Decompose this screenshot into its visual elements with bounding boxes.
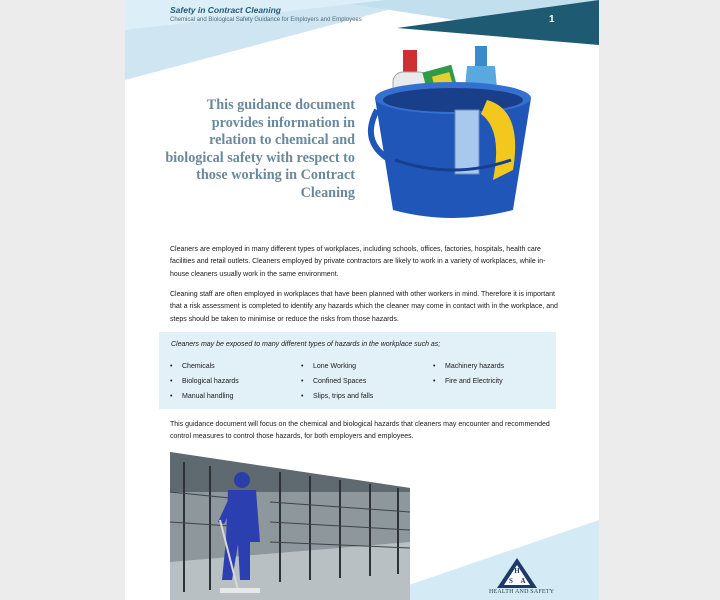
hazard-label: Biological hazards: [182, 378, 239, 385]
cleaning-bucket-image: [363, 40, 543, 230]
hazard-label: Machinery hazards: [445, 363, 505, 370]
hsa-logo: [495, 556, 539, 590]
hazards-intro: Cleaners may be exposed to many different types of hazards in the workplace such as;: [171, 341, 441, 348]
hazard-item: [301, 363, 357, 370]
hazard-label: Slips, trips and falls: [313, 393, 374, 400]
bullet: •: [170, 378, 173, 385]
logo-letter-a: A: [520, 577, 526, 585]
hazard-item: [170, 378, 239, 385]
bullet: •: [433, 378, 436, 385]
logo-letter-h: H: [514, 567, 520, 575]
bullet: •: [433, 363, 436, 370]
bullet: •: [301, 393, 304, 400]
hazard-item: [170, 393, 234, 400]
hazard-item: [301, 393, 374, 400]
document-page: [125, 0, 599, 600]
bullet: •: [170, 363, 173, 370]
hazards-box: [159, 332, 556, 409]
paragraph-focus: This guidance document will focus on the chemical and biological hazards that cleaners may encounter and recommended control measures to control those hazards, for both employers and employees.: [170, 421, 550, 441]
bullet: •: [301, 363, 304, 370]
hazard-label: Confined Spaces: [313, 378, 367, 385]
intro-heading: This guidance document provides information in relation to chemical and biological safety with respect to those working in Contract Cleaning: [165, 97, 355, 201]
hazard-item: [170, 363, 215, 370]
cleaner-photo: [170, 452, 410, 600]
page-number: 1: [549, 14, 555, 25]
bullet: •: [170, 393, 173, 400]
logo-letter-s: S: [509, 577, 513, 585]
hazard-item: [301, 378, 367, 385]
hazard-label: Fire and Electricity: [445, 378, 503, 385]
header-subtitle: Chemical and Biological Safety Guidance for Employers and Employees: [170, 17, 362, 23]
hazard-label: Chemicals: [182, 363, 215, 370]
bullet: •: [301, 378, 304, 385]
hazard-label: Manual handling: [182, 393, 234, 400]
header-title: Safety in Contract Cleaning: [170, 5, 281, 15]
hazard-item: [433, 378, 503, 385]
paragraph-risk-assessment: Cleaning staff are often employed in workplaces that have been planned with other workers in mind. Therefore it is important that a risk assessment is completed to identify any hazards which the cleaner may come in contact with in the workplace, and steps should be taken to minimise or reduce the risks from those hazards.: [170, 291, 558, 323]
hazard-item: [433, 363, 505, 370]
paragraph-workplaces: Cleaners are employed in many different types of workplaces, including schools, offices, factories, hospitals, health care facilities and retail outlets. Cleaners employed by private contractors are likely to work in a variety of workplaces, while in-house cleaners usually work in the same environment.: [170, 246, 546, 278]
logo-caption: HEALTH AND SAFETY: [489, 589, 555, 595]
hazard-label: Lone Working: [313, 363, 357, 370]
